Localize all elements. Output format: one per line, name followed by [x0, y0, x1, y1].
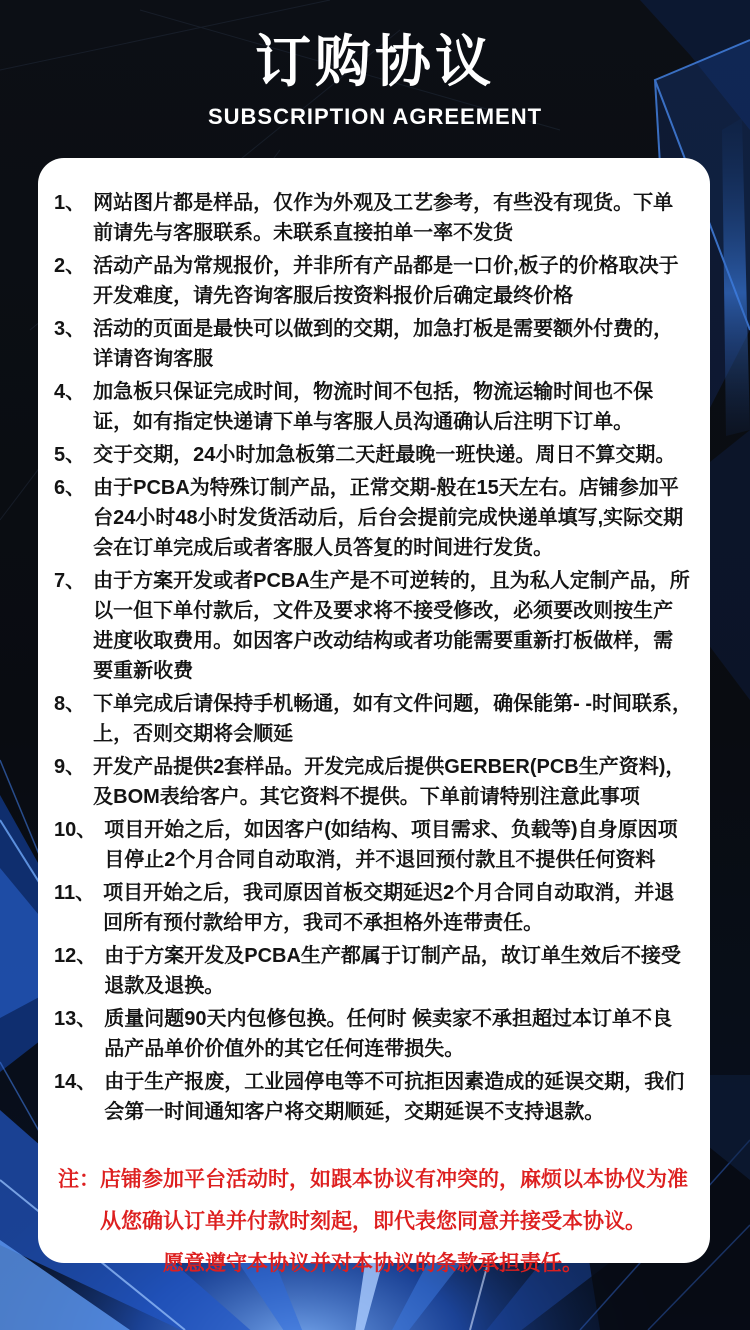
- note-line: 注：店铺参加平台活动时，如跟本协议有冲突的，麻烦以本协仪为准: [58, 1168, 688, 1191]
- term-item: [54, 878, 692, 938]
- term-item: [54, 188, 692, 248]
- term-number: 6、: [54, 477, 86, 499]
- term-text: 活动的页面是最快可以做到的交期，加急打板是需要额外付费的，详请咨询客服: [93, 318, 674, 370]
- term-number: 11、: [54, 882, 96, 904]
- term-text: 由于方案开发或者PCBA生产是不可逆转的，且为私人定制产品，所以一但下单付款后，文件及要求将不接受修改，必须要改则按生产进度收取费用。如因客户改动结构或者功能需要重新打板做样，需要重新收费: [93, 570, 690, 682]
- term-number: 1、: [54, 192, 86, 214]
- term-number: 13、: [54, 1008, 97, 1030]
- page-title: 订购协议: [255, 30, 495, 93]
- term-item: [54, 566, 692, 686]
- term-item: [54, 689, 692, 749]
- term-item: [54, 1004, 692, 1064]
- term-number: 14、: [54, 1071, 97, 1093]
- term-text: 由于方案开发及PCBA生产都属于订制产品，故订单生效后不接受退款及退换。: [104, 945, 681, 997]
- term-number: 5、: [54, 444, 86, 466]
- term-item: [54, 1067, 692, 1127]
- term-number: 9、: [54, 756, 86, 778]
- term-number: 8、: [54, 693, 86, 715]
- term-item: [54, 314, 692, 374]
- note-line: 愿意遵守本协议并对本协议的条款承担责任。: [163, 1252, 583, 1275]
- term-item: [54, 941, 692, 1001]
- term-text: 由于PCBA为特殊订制产品，正常交期-般在15天左右。店铺参加平台24小时48小时发货活动后，后台会提前完成快递单填写,实际交期会在订单完成后或者客服人员答复的时间进行发货。: [93, 477, 684, 559]
- term-text: 开发产品提供2套样品。开发完成后提供GERBER(PCB生产资料)，及BOM表给客户。其它资料不提供。下单前请特别注意此事项: [93, 756, 686, 808]
- term-number: 2、: [54, 255, 86, 277]
- term-text: 网站图片都是样品，仅作为外观及工艺参考，有些没有现货。下单前请先与客服联系。未联系直接拍单一率不发货: [93, 192, 674, 244]
- term-item: [54, 377, 692, 437]
- page-subtitle: SUBSCRIPTION AGREEMENT: [207, 104, 543, 129]
- term-text: 由于生产报废，工业园停电等不可抗拒因素造成的延误交期，我们会第一时间通知客户将交期顺延，交期延误不支持退款。: [104, 1071, 685, 1123]
- term-item: [54, 473, 692, 563]
- term-item: [54, 815, 692, 875]
- term-item: [54, 251, 692, 311]
- term-text: 下单完成后请保持手机畅通，如有文件问题，确保能第- -时间联系，上，否则交期将会顺延: [93, 693, 693, 745]
- term-number: 12、: [54, 945, 97, 967]
- agreement-card: [38, 158, 710, 1275]
- term-number: 3、: [54, 318, 86, 340]
- note-line: 从您确认订单并付款时刻起，即代表您同意并接受本协议。: [100, 1210, 646, 1233]
- term-number: 4、: [54, 381, 86, 403]
- terms-list: [54, 188, 692, 1127]
- term-number: 7、: [54, 570, 86, 592]
- term-text: 项目开始之后，如因客户(如结构、项目需求、负载等)自身原因项目停止2个月合同自动取消，并不退回预付款且不提供任何资料: [104, 819, 678, 871]
- term-item: [54, 752, 692, 812]
- term-number: 10、: [54, 819, 97, 841]
- header: [0, 0, 750, 130]
- term-text: 加急板只保证完成时间，物流时间不包括，物流运输时间也不保证，如有指定快递请下单与客服人员沟通确认后注明下订单。: [93, 381, 654, 433]
- agreement-note: [54, 1159, 692, 1285]
- term-text: 活动产品为常规报价，并非所有产品都是一口价,板子的价格取决于开发难度，请先咨询客服后按资料报价后确定最终价格: [93, 255, 679, 307]
- term-text: 质量问题90天内包修包换。任何时 候卖家不承担超过本订单不良品产品单价价值外的其它任何连带损失。: [104, 1008, 673, 1060]
- term-text: 项目开始之后，我司原因首板交期延迟2个月合同自动取消，并退回所有预付款给甲方，我司不承担格外连带责任。: [103, 882, 675, 934]
- term-text: 交于交期，24小时加急板第二天赶最晚一班快递。周日不算交期。: [93, 444, 676, 466]
- term-item: [54, 440, 692, 470]
